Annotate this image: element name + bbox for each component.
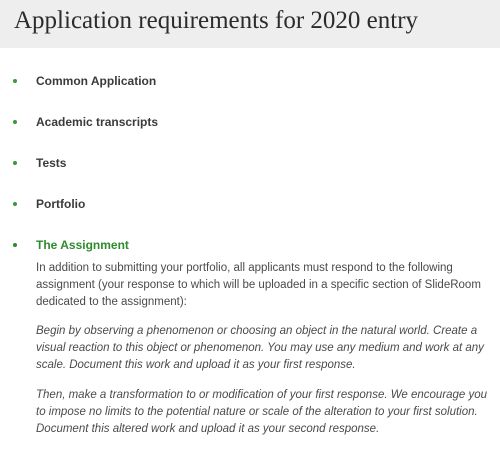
assignment-instruction-second: Then, make a transformation to or modification of your first response. We encourage you to impose no limits to the potential nature or scale of the alteration to your first solution. Document this altered work and upload it as your second response. — [36, 389, 488, 435]
assignment-intro-text: In addition to submitting your portfolio, all applicants must respond to the following assignment (your response to which will be uploaded in a specific section of SlideRoom dedicated to the assignment): — [36, 262, 481, 308]
page-header — [0, 0, 500, 48]
accordion-item-tests[interactable] — [0, 151, 500, 177]
bullet-icon — [13, 79, 17, 83]
accordion-item-academic-transcripts[interactable] — [0, 110, 500, 136]
accordion-item-label[interactable]: Common Application — [36, 74, 157, 88]
bullet-icon — [13, 243, 17, 247]
page-title: Application requirements for 2020 entry — [14, 7, 419, 34]
accordion-item-label[interactable]: Tests — [36, 156, 67, 170]
accordion-item-portfolio[interactable] — [0, 192, 500, 218]
bullet-icon — [13, 120, 17, 124]
accordion-item-common-application[interactable] — [0, 69, 500, 95]
bullet-icon — [13, 161, 17, 165]
accordion-item-label[interactable]: Academic transcripts — [36, 115, 159, 129]
accordion-item-the-assignment[interactable] — [0, 233, 500, 259]
accordion-item-label[interactable]: Portfolio — [36, 197, 86, 211]
bullet-icon — [13, 202, 17, 206]
assignment-instruction-first: Begin by observing a phenomenon or choosing an object in the natural world. Create a visual reaction to this object or phenomenon. You may use any medium and work at any scale. Document this work and upload it as your first response. — [36, 325, 484, 371]
accordion-item-label[interactable]: The Assignment — [36, 238, 129, 252]
